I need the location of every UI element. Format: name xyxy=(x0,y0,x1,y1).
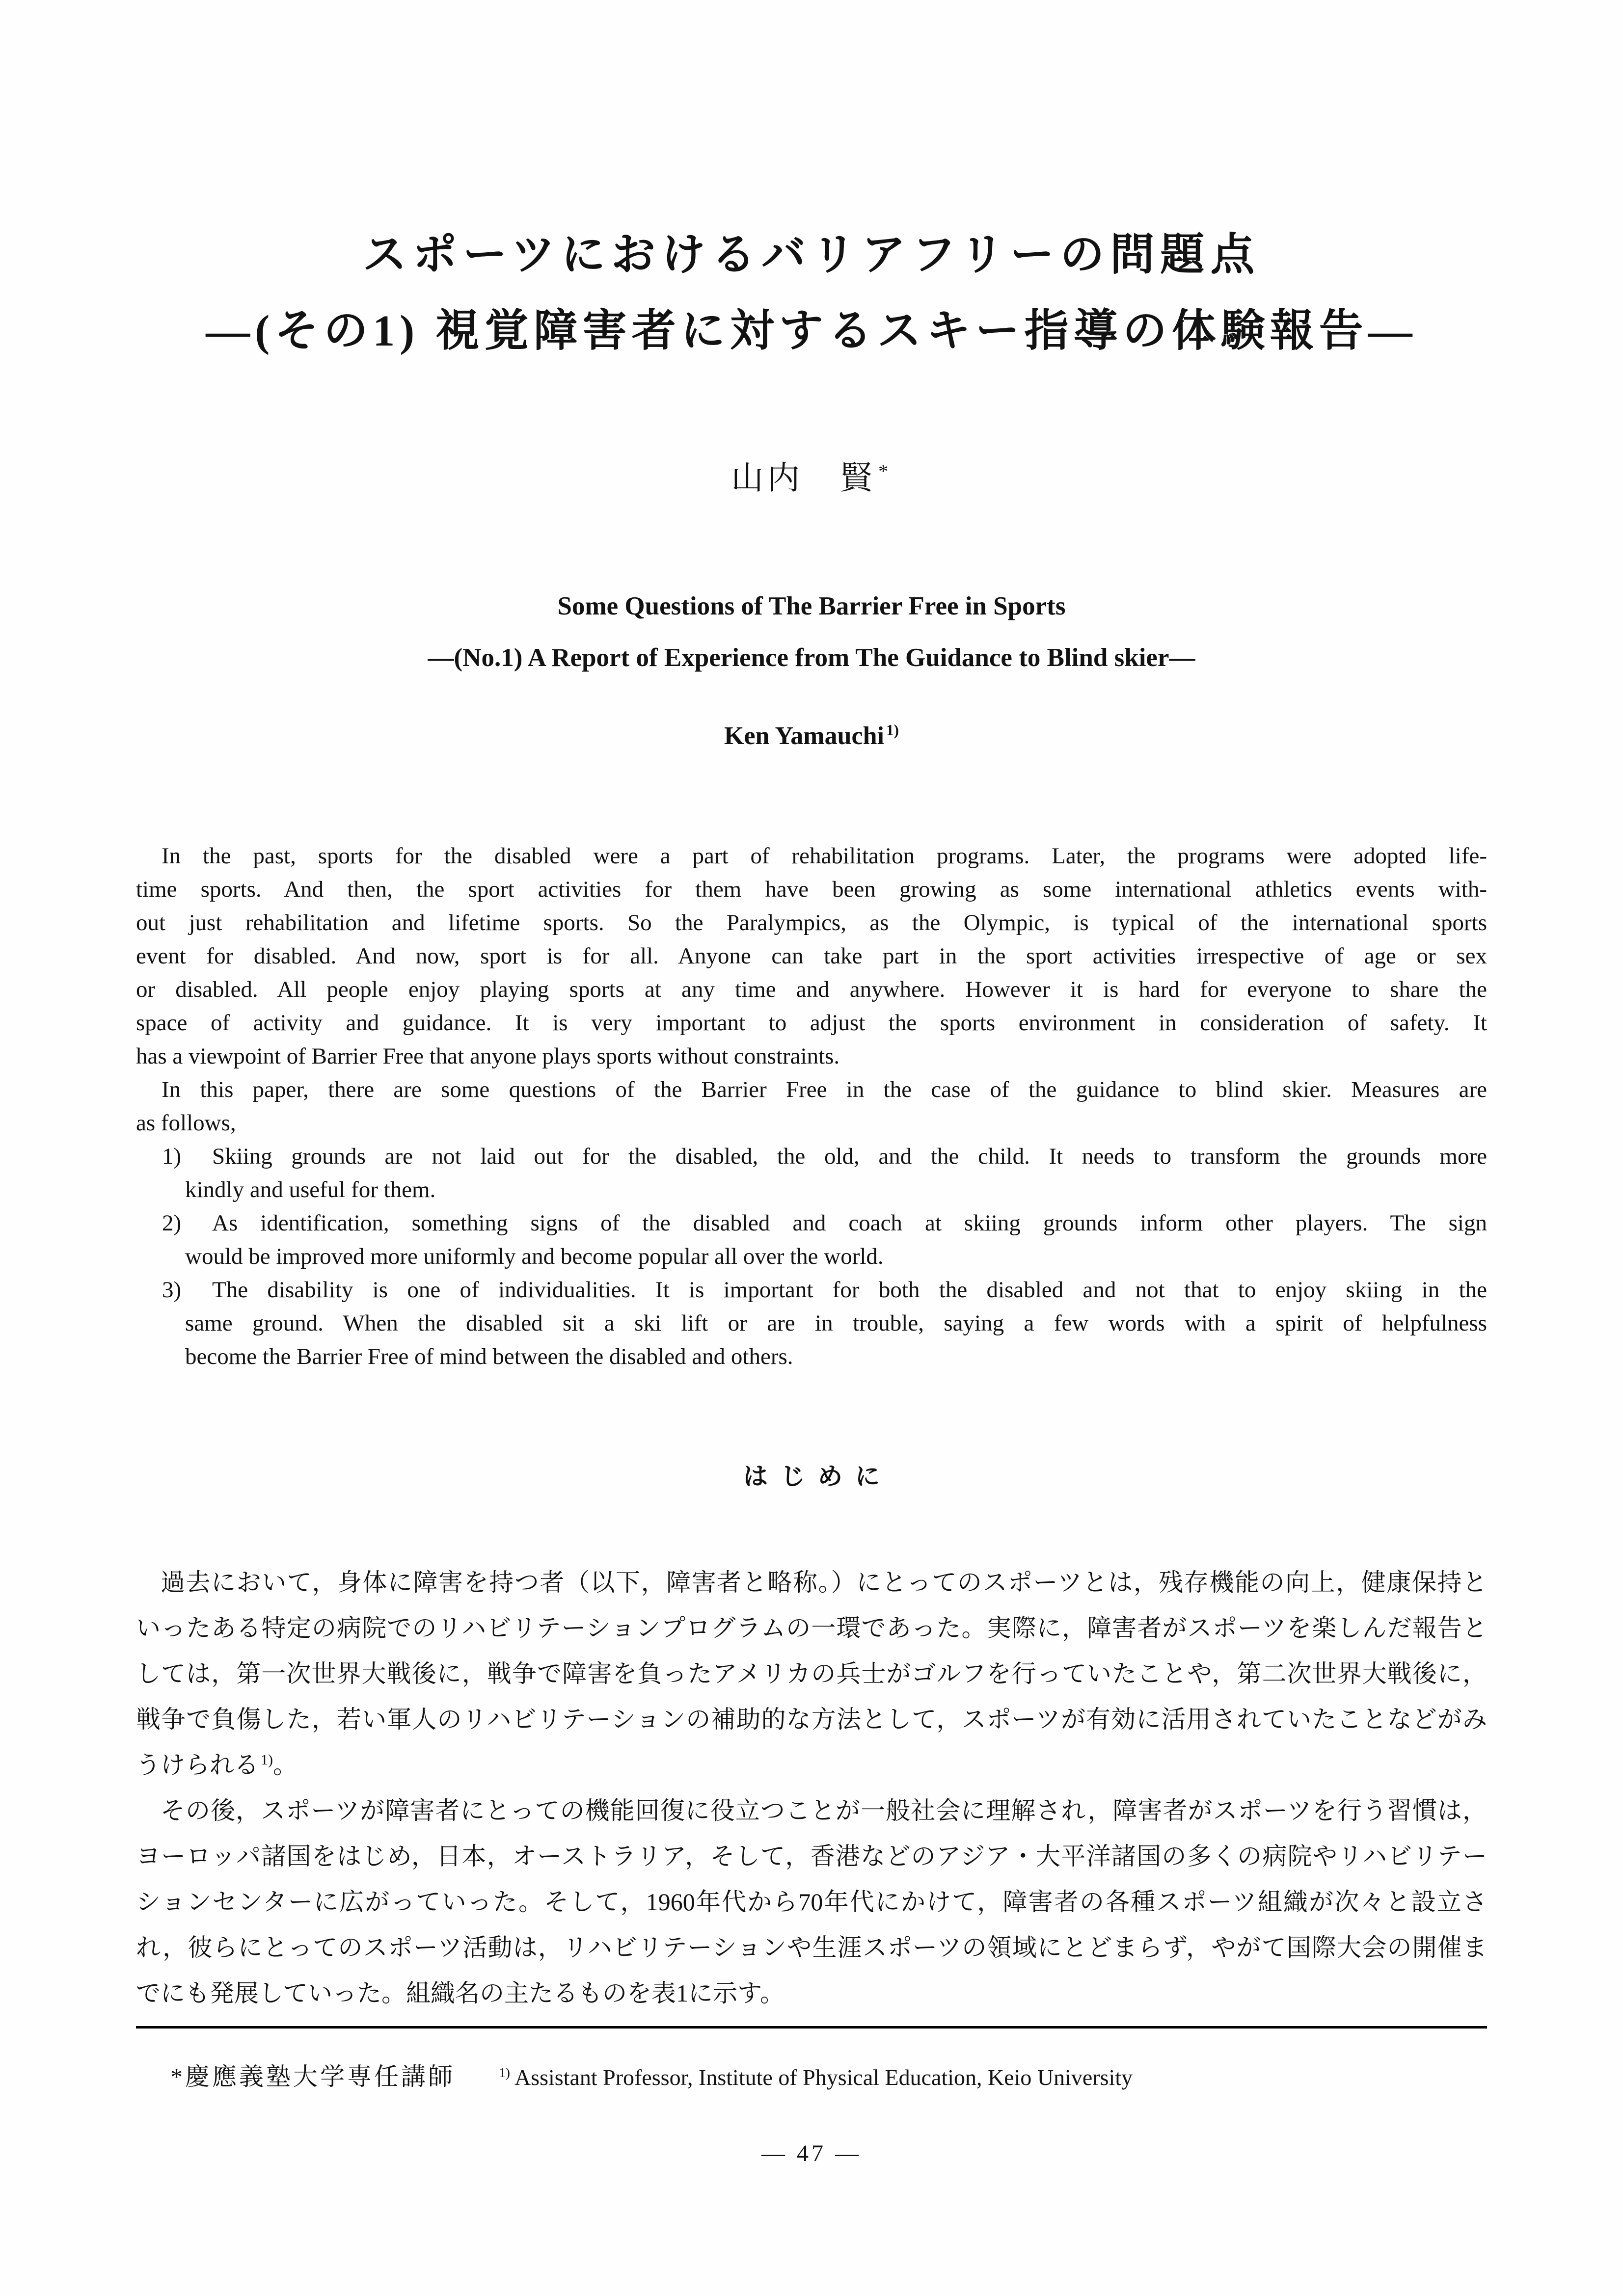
list-item-number: 1) xyxy=(162,1144,182,1169)
intro-paragraph-1 xyxy=(136,1560,1487,1788)
text-line: would be improved more uniformly and become popular all over the world. xyxy=(185,1244,884,1269)
list-item-number: 3) xyxy=(162,1277,182,1303)
footnote-area xyxy=(136,2026,1487,2092)
abstract-list-item-1 xyxy=(136,1140,1487,1206)
text-line: has a viewpoint of Barrier Free that anyone plays sports without constraints. xyxy=(136,1043,840,1069)
text-line: same ground. When the disabled sit a ski lift or are in trouble, saying a few words with a spirit of helpfulness xyxy=(185,1310,1487,1336)
list-item-number: 2) xyxy=(162,1210,182,1236)
abstract-paragraph-1 xyxy=(136,839,1487,1073)
text-line: In this paper, there are some questions of the Barrier Free in the case of the guidance to blind skier. Measures are xyxy=(162,1077,1487,1102)
text-line: become the Barrier Free of mind between the disabled and others. xyxy=(185,1344,793,1369)
author-english: Ken Yamauchi $^{1)}$ xyxy=(724,721,899,750)
text-line: その後，スポーツが障害者にとっての機能回復に役立つことが一般社会に理解され，障害者がスポーツを行う習慣は， xyxy=(161,1797,1487,1824)
abstract-section xyxy=(136,839,1487,1373)
text-line: ションセンターに広がっていった。そして，1960年代から70年代にかけて，障害者の各種スポーツ組織が次々と設立さ xyxy=(136,1888,1487,1916)
list-item-text xyxy=(185,1206,1487,1273)
footnote-divider-rule xyxy=(136,2026,1487,2029)
text-line: Skiing grounds are not laid out for the disabled, the old, and the child. It needs to transform the grounds more xyxy=(212,1144,1487,1169)
text-line: 戦争で負傷した，若い軍人のリハビリテーションの補助的な方法として，スポーツが有効に活用されていたことなどがみ xyxy=(136,1706,1487,1733)
text-line: As identification, something signs of the disabled and coach at skiing grounds inform other players. The sign xyxy=(212,1210,1487,1236)
text-line: しては，第一次世界大戦後に，戦争で障害を負ったアメリカの兵士がゴルフを行っていたことや，第二次世界大戦後に， xyxy=(136,1660,1487,1687)
footnote-affiliation-english: $^{1)}$ Assistant Professor, Institute of Physical Education, Keio University xyxy=(499,2064,1133,2090)
page-number: ― 47 ― xyxy=(761,2140,862,2166)
text-line: kindly and useful for them. xyxy=(185,1177,436,1202)
list-item-text xyxy=(185,1273,1487,1373)
abstract-paragraph-2 xyxy=(136,1073,1487,1140)
text-line: The disability is one of individualities. It is important for both the disabled and not that to enjoy skiing in the xyxy=(212,1277,1487,1303)
text-line: space of activity and guidance. It is very important to adjust the sports environment in consideration of safety. It xyxy=(136,1010,1487,1036)
text-line: out just rehabilitation and lifetime sports. So the Paralympics, as the Olympic, is typical of the international sports xyxy=(136,910,1487,935)
section-heading-introduction: はじめに xyxy=(743,1463,893,1490)
text-line: でにも発展していった。組織名の主たるものを表1に示す。 xyxy=(136,1979,784,2007)
text-line: time sports. And then, the sport activities for them have been growing as some international athletics events with- xyxy=(136,877,1487,902)
title-japanese-subtitle: ―(その1) 視覚障害者に対するスキー指導の体験報告― xyxy=(206,307,1417,355)
text-line: 過去において，身体に障害を持つ者（以下，障害者と略称。）にとってのスポーツとは，残存機能の向上，健康保持と xyxy=(161,1569,1487,1596)
title-english-main: Some Questions of The Barrier Free in Sports xyxy=(557,592,1066,620)
text-line: or disabled. All people enjoy playing sports at any time and anywhere. However it is hard for everyone to share the xyxy=(136,977,1487,1002)
title-english-subtitle: ―(No.1) A Report of Experience from The Guidance to Blind skier― xyxy=(428,643,1195,672)
list-item-text xyxy=(185,1140,1487,1206)
footnote-row xyxy=(136,2057,1487,2092)
intro-paragraph-2 xyxy=(136,1788,1487,2016)
text-line: event for disabled. And now, sport is for all. Anyone can take part in the sport activities irrespective of age or sex xyxy=(136,943,1487,969)
text-line: うけられる $^{1)}$。 xyxy=(136,1751,298,1779)
title-japanese-main: スポーツにおけるバリアフリーの問題点 xyxy=(362,231,1261,279)
text-line: いったある特定の病院でのリハビリテーションプログラムの一環であった。実際に，障害者がスポーツを楽しんだ報告と xyxy=(136,1614,1487,1642)
text-line: as follows, xyxy=(136,1110,236,1136)
abstract-list-item-2 xyxy=(136,1206,1487,1273)
text-line: れ，彼らにとってのスポーツ活動は，リハビリテーションや生涯スポーツの領域にとどまらず，やがて国際大会の開催ま xyxy=(136,1934,1487,1961)
author-japanese: 山内 賢 * xyxy=(731,460,892,496)
abstract-list-item-3 xyxy=(136,1273,1487,1373)
footnote-affiliation-japanese: *慶應義塾大学専任講師 xyxy=(170,2063,455,2090)
text-line: ヨーロッパ諸国をはじめ，日本，オーストラリア，そして，香港などのアジア・大平洋諸国の多くの病院やリハビリテー xyxy=(136,1842,1487,1870)
text-line: In the past, sports for the disabled were a part of rehabilitation programs. Later, the programs were adopted life- xyxy=(162,843,1487,869)
